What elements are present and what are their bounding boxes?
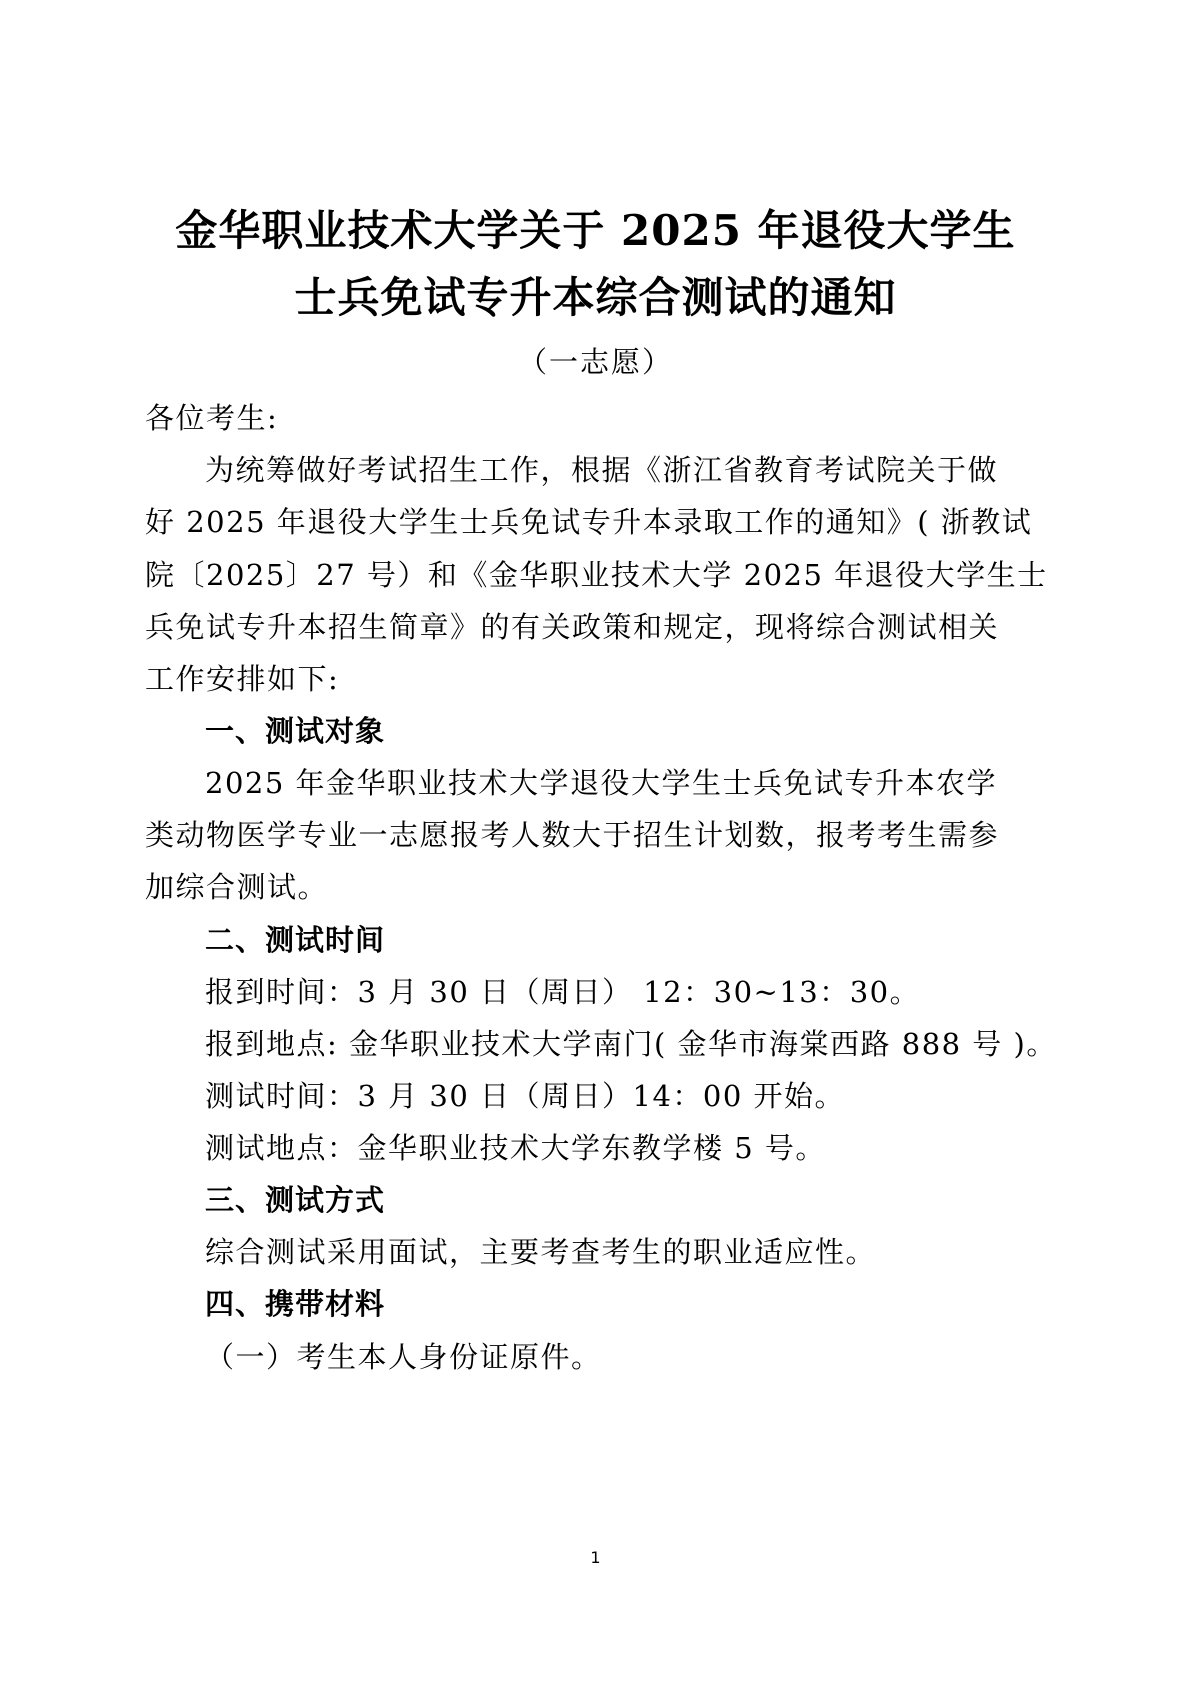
section-line: 类动物医学专业一志愿报考人数大于招生计划数，报考考生需参 bbox=[145, 818, 1000, 852]
section-heading-test-time: 二、测试时间 bbox=[205, 923, 386, 957]
intro-line: 好 2025 年退役大学生士兵免试专升本录取工作的通知》( 浙教试 bbox=[145, 505, 1033, 539]
intro-line: 院〔2025〕27 号）和《金华职业技术大学 2025 年退役大学生士 bbox=[145, 558, 1048, 592]
section-heading-test-method: 三、测试方式 bbox=[205, 1183, 386, 1217]
intro-line: 兵免试专升本招生简章》的有关政策和规定，现将综合测试相关 bbox=[145, 610, 1000, 644]
materials-item: （一）考生本人身份证原件。 bbox=[205, 1340, 602, 1374]
intro-line: 工作安排如下: bbox=[145, 662, 340, 696]
test-location: 测试地点：金华职业技术大学东教学楼 5 号。 bbox=[205, 1131, 826, 1165]
section-line: 加综合测试。 bbox=[145, 870, 329, 904]
document-subtitle: （一志愿） bbox=[517, 345, 673, 379]
section-heading-test-target: 一、测试对象 bbox=[205, 714, 386, 748]
section-heading-materials: 四、携带材料 bbox=[205, 1287, 386, 1321]
document-title-line-2: 士兵免试专升本综合测试的通知 bbox=[294, 273, 897, 322]
page-number: 1 bbox=[590, 1548, 601, 1567]
salutation: 各位考生: bbox=[145, 401, 279, 435]
section-line: 2025 年金华职业技术大学退役大学生士兵免试专升本农学 bbox=[205, 766, 998, 800]
test-time: 测试时间：3 月 30 日（周日）14：00 开始。 bbox=[205, 1079, 846, 1113]
checkin-time: 报到时间：3 月 30 日（周日） 12：30~13：30。 bbox=[205, 975, 921, 1009]
section-line: 综合测试采用面试，主要考查考生的职业适应性。 bbox=[205, 1235, 877, 1269]
intro-line: 为统筹做好考试招生工作，根据《浙江省教育考试院关于做 bbox=[205, 453, 999, 487]
document-title-line-1: 金华职业技术大学关于 2025 年退役大学生 bbox=[175, 206, 1016, 255]
checkin-location: 报到地点: 金华职业技术大学南门( 金华市海棠西路 888 号 )。 bbox=[205, 1027, 1057, 1061]
